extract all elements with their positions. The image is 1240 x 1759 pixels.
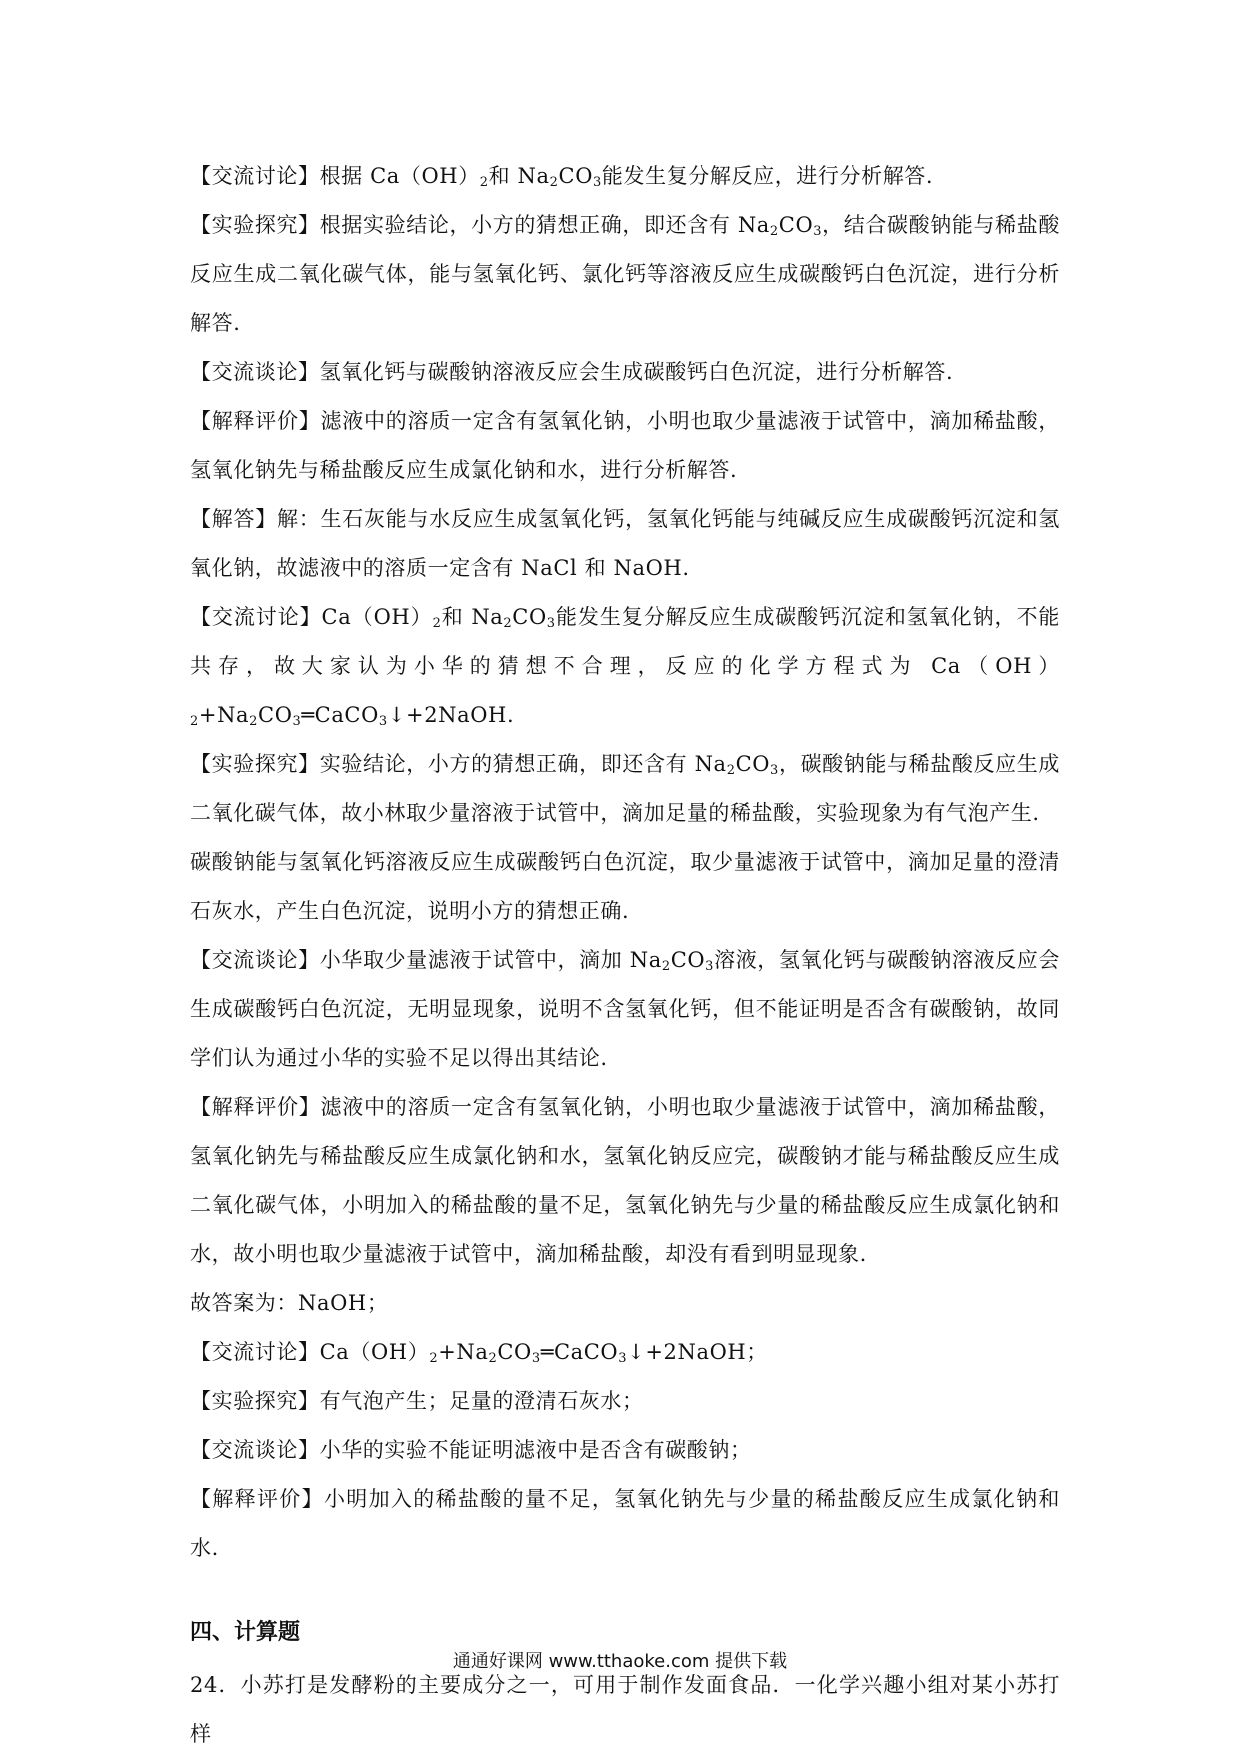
paragraph: 【实验探究】根据实验结论，小方的猜想正确，即还含有 $Na_2CO_3$，结合碳酸钠能与稀盐酸反应生成二氧化碳气体，能与氢氧化钙、氯化钙等溶液反应生成碳酸钙白色沉淀，进行分析解答. (190, 213, 1060, 335)
paragraph: 【交流讨论】$Ca(OH)_2+Na_2CO_3═CaCO_3↓+2NaOH$； (190, 1340, 768, 1366)
document-body (190, 152, 1060, 1759)
section-heading: 四、计算题 (190, 1620, 301, 1645)
paragraph: 【交流讨论】根据 $Ca(OH)_2$和 $Na_2CO_3$能发生复分解反应，进行分析解答. (190, 164, 934, 190)
paragraph: 【解答】解：生石灰能与水反应生成氢氧化钙，氢氧化钙能与纯碱反应生成碳酸钙沉淀和氢氧化钠，故滤液中的溶质一定含有 NaCl 和 NaOH. (190, 507, 1060, 580)
paragraph: 【解释评价】滤液中的溶质一定含有氢氧化钠，小明也取少量滤液于试管中，滴加稀盐酸，氢氧化钠先与稀盐酸反应生成氯化钠和水，氢氧化钠反应完，碳酸钠才能与稀盐酸反应生成二氧化碳气体，小明加入的稀盐酸的量不足，氢氧化钠先与少量的稀盐酸反应生成氯化钠和水，故小明也取少量滤液于试管中，滴加稀盐酸，却没有看到明显现象. (190, 1095, 1060, 1266)
paragraph: 【交流谈论】小华取少量滤液于试管中，滴加 $Na_2CO_3$溶液，氢氧化钙与碳酸钠溶液反应会生成碳酸钙白色沉淀，无明显现象，说明不含氢氧化钙，但不能证明是否含有碳酸钠，故同学们认为通过小华的实验不足以得出其结论. (190, 948, 1060, 1070)
paragraph: 【交流谈论】氢氧化钙与碳酸钠溶液反应会生成碳酸钙白色沉淀，进行分析解答. (190, 360, 954, 384)
paragraph: 故答案为：NaOH； (190, 1291, 389, 1315)
paragraph: 【解释评价】小明加入的稀盐酸的量不足，氢氧化钠先与少量的稀盐酸反应生成氯化钠和水. (190, 1487, 1060, 1560)
paragraph: 【交流讨论】$Ca(OH)_2$和 $Na_2CO_3$能发生复分解反应生成碳酸钙沉淀和氢氧化钠，不能共存，故大家认为小华的猜想不合理，反应的化学方程式为 $Ca(OH)_2+Na_2CO_3═CaCO_3↓+2NaOH$. (190, 605, 1060, 729)
answer-paragraphs (190, 152, 1060, 1573)
paragraph: 【解释评价】滤液中的溶质一定含有氢氧化钠，小明也取少量滤液于试管中，滴加稀盐酸，氢氧化钠先与稀盐酸反应生成氯化钠和水，进行分析解答. (190, 409, 1060, 482)
question-24: 24．小苏打是发酵粉的主要成分之一，可用于制作发面食品．一化学兴趣小组对某小苏打样 (190, 1673, 1060, 1746)
paragraph: 【实验探究】实验结论，小方的猜想正确，即还含有 $Na_2CO_3$，碳酸钠能与稀盐酸反应生成二氧化碳气体，故小林取少量溶液于试管中，滴加足量的稀盐酸，实验现象为有气泡产生. (190, 752, 1060, 825)
paragraph: 碳酸钠能与氢氧化钙溶液反应生成碳酸钙白色沉淀，取少量滤液于试管中，滴加足量的澄清石灰水，产生白色沉淀，说明小方的猜想正确. (190, 850, 1060, 923)
paragraph: 【交流谈论】小华的实验不能证明滤液中是否含有碳酸钠； (190, 1438, 752, 1462)
paragraph: 【实验探究】有气泡产生；足量的澄清石灰水； (190, 1389, 644, 1413)
footer-download-note: 通通好课网 www.tthaoke.com 提供下载 (452, 1651, 788, 1672)
